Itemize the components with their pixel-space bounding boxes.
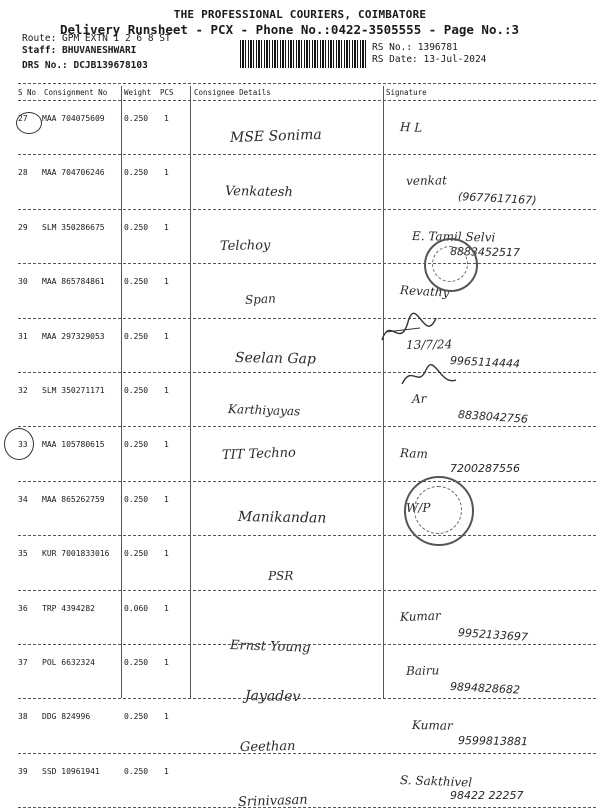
row-signature-phone: 9952133697 — [457, 625, 529, 644]
row-pcs: 1 — [164, 222, 169, 232]
row-signature-phone: 7200287556 — [450, 462, 520, 476]
col-sno: S No — [18, 88, 37, 97]
row-weight: 0.250 — [124, 277, 149, 287]
row-sno: 29 — [18, 222, 28, 232]
row-pcs: 1 — [164, 386, 169, 395]
row-signature-phone: 9894828682 — [449, 680, 521, 697]
row-pcs: 1 — [164, 277, 169, 287]
row-pcs: 1 — [164, 168, 169, 178]
row-consignee: Ernst Young — [229, 637, 311, 656]
row-consignment: MAA 865784861 — [42, 277, 105, 287]
row-signature: venkat — [405, 173, 447, 189]
row-weight: 0.250 — [124, 114, 149, 123]
row-divider — [18, 535, 596, 536]
row-divider — [18, 481, 596, 482]
row-divider — [18, 318, 596, 319]
row-consignee: Manikandan — [237, 508, 327, 527]
row-signature-phone: 9599813881 — [457, 734, 529, 749]
row-sno: 34 — [18, 494, 28, 504]
row-signature: Ar — [411, 391, 427, 406]
row-consignment: MAA 704075609 — [42, 114, 105, 123]
row-consignment: SLM 350286675 — [42, 222, 105, 232]
col-consignment: Consignment No — [44, 88, 108, 97]
row-signature-phone: 8883452517 — [449, 244, 521, 260]
row-pcs: 1 — [164, 494, 169, 504]
row-consignee: Karthiyayas — [227, 402, 301, 419]
col-consignee: Consignee Details — [194, 88, 271, 97]
row-signature-phone: (9677617167) — [457, 190, 537, 208]
row-signature-phone: 9965114444 — [449, 353, 521, 371]
row-consignment: MAA 865262759 — [42, 494, 105, 504]
row-consignment: TRP 4394282 — [42, 603, 95, 613]
drs-number: DRS No.: DCJB139678103 — [22, 60, 148, 71]
row-sno: 33 — [18, 440, 28, 450]
row-signature: W/P — [405, 500, 431, 515]
row-consignee: Venkatesh — [224, 184, 293, 201]
staff-label: Staff: BHUVANESHWARI — [22, 45, 137, 56]
row-signature: Bairu — [405, 663, 440, 678]
row-sno: 27 — [18, 114, 28, 123]
row-consignment: SLM 350271171 — [42, 386, 105, 395]
row-consignee: Telchoy — [219, 237, 271, 254]
row-weight: 0.250 — [124, 549, 149, 559]
row-sno: 28 — [18, 168, 28, 178]
header-divider-bottom — [18, 100, 596, 101]
row-signature-phone: 8838042756 — [457, 408, 529, 426]
row-pcs: 1 — [164, 658, 169, 667]
row-sno: 37 — [18, 658, 28, 667]
col-weight: Weight — [124, 88, 152, 97]
row-divider — [18, 698, 596, 699]
row-consignee: PSR — [267, 568, 294, 584]
row-signature: E. Tamil Selvi — [411, 228, 496, 245]
row-pcs: 1 — [164, 603, 169, 613]
row-weight: 0.060 — [124, 603, 149, 613]
row-consignee: Seelan Gap — [234, 349, 317, 368]
row-pcs: 1 — [164, 114, 169, 123]
row-divider — [18, 154, 596, 155]
row-sno: 39 — [18, 766, 28, 776]
row-signature-phone: 98422 22257 — [450, 788, 524, 802]
row-weight: 0.250 — [124, 386, 149, 395]
row-divider — [18, 426, 596, 427]
company-name: THE PROFESSIONAL COURIERS, COIMBATORE — [173, 8, 427, 21]
row-weight: 0.250 — [124, 440, 149, 450]
row-divider — [18, 372, 596, 373]
row-consignment: SSD 10961941 — [42, 766, 100, 776]
row-divider — [18, 753, 596, 754]
row-weight: 0.250 — [124, 766, 149, 776]
row-weight: 0.250 — [124, 331, 149, 341]
header-divider-top — [18, 83, 596, 84]
row-circle-mark — [4, 428, 34, 460]
row-divider — [18, 590, 596, 591]
row-consignee: TIT Techno — [221, 445, 297, 464]
delivery-stamp-inner — [414, 486, 462, 534]
signature-scribble — [380, 310, 440, 350]
row-signature: Kumar — [399, 608, 441, 624]
row-consignment: DDG 824996 — [42, 712, 91, 722]
row-circle-mark — [16, 112, 42, 134]
column-separator — [383, 86, 384, 698]
row-consignee: Srinivasan — [237, 792, 308, 810]
column-separator — [121, 86, 122, 698]
row-weight: 0.250 — [124, 494, 149, 504]
row-sno: 30 — [18, 277, 28, 287]
row-sno: 32 — [18, 386, 28, 395]
row-pcs: 1 — [164, 766, 169, 776]
row-signature: Ram — [399, 446, 429, 462]
row-weight: 0.250 — [124, 222, 149, 232]
row-pcs: 1 — [164, 549, 169, 559]
row-signature: Revathy — [399, 283, 450, 300]
row-divider — [18, 263, 596, 264]
row-consignment: KUR 7001833016 — [42, 549, 110, 559]
row-divider — [18, 209, 596, 210]
signature-scribble — [400, 360, 460, 390]
row-weight: 0.250 — [124, 712, 149, 722]
row-signature: Kumar — [411, 718, 453, 734]
row-divider — [18, 644, 596, 645]
row-pcs: 1 — [164, 331, 169, 341]
row-divider — [18, 807, 596, 808]
row-weight: 0.250 — [124, 168, 149, 178]
row-sno: 36 — [18, 603, 28, 613]
row-pcs: 1 — [164, 712, 169, 722]
route-label: Route: GPM EXTN 1 2 6 8 ST — [22, 33, 171, 44]
row-signature: H L — [399, 120, 423, 135]
row-signature: 13/7/24 — [405, 336, 453, 352]
row-consignment: MAA 297329053 — [42, 331, 105, 341]
row-consignee: Span — [244, 291, 277, 308]
col-pcs: PCS — [160, 88, 174, 97]
col-signature: Signature — [386, 88, 427, 97]
row-signature: S. Sakthivel — [399, 772, 473, 790]
row-consignment: MAA 704706246 — [42, 168, 105, 178]
row-pcs: 1 — [164, 440, 169, 450]
row-consignment: MAA 105780615 — [42, 440, 105, 450]
row-sno: 35 — [18, 549, 28, 559]
row-sno: 31 — [18, 331, 28, 341]
runsheet-title: Delivery Runsheet - PCX - Phone No.:0422-3505555 - Page No.:3 — [60, 22, 520, 37]
row-consignee: Jayadev — [244, 688, 301, 705]
row-consignee: MSE Sonima — [229, 126, 322, 146]
row-consignee: Geethan — [239, 739, 296, 756]
rs-date: RS Date: 13-Jul-2024 — [372, 54, 487, 65]
barcode — [240, 40, 368, 68]
column-separator — [190, 86, 191, 698]
row-consignment: POL 6632324 — [42, 658, 95, 667]
row-sno: 38 — [18, 712, 28, 722]
row-weight: 0.250 — [124, 658, 149, 667]
rs-number: RS No.: 1396781 — [372, 42, 458, 53]
delivery-stamp-inner — [432, 246, 468, 282]
